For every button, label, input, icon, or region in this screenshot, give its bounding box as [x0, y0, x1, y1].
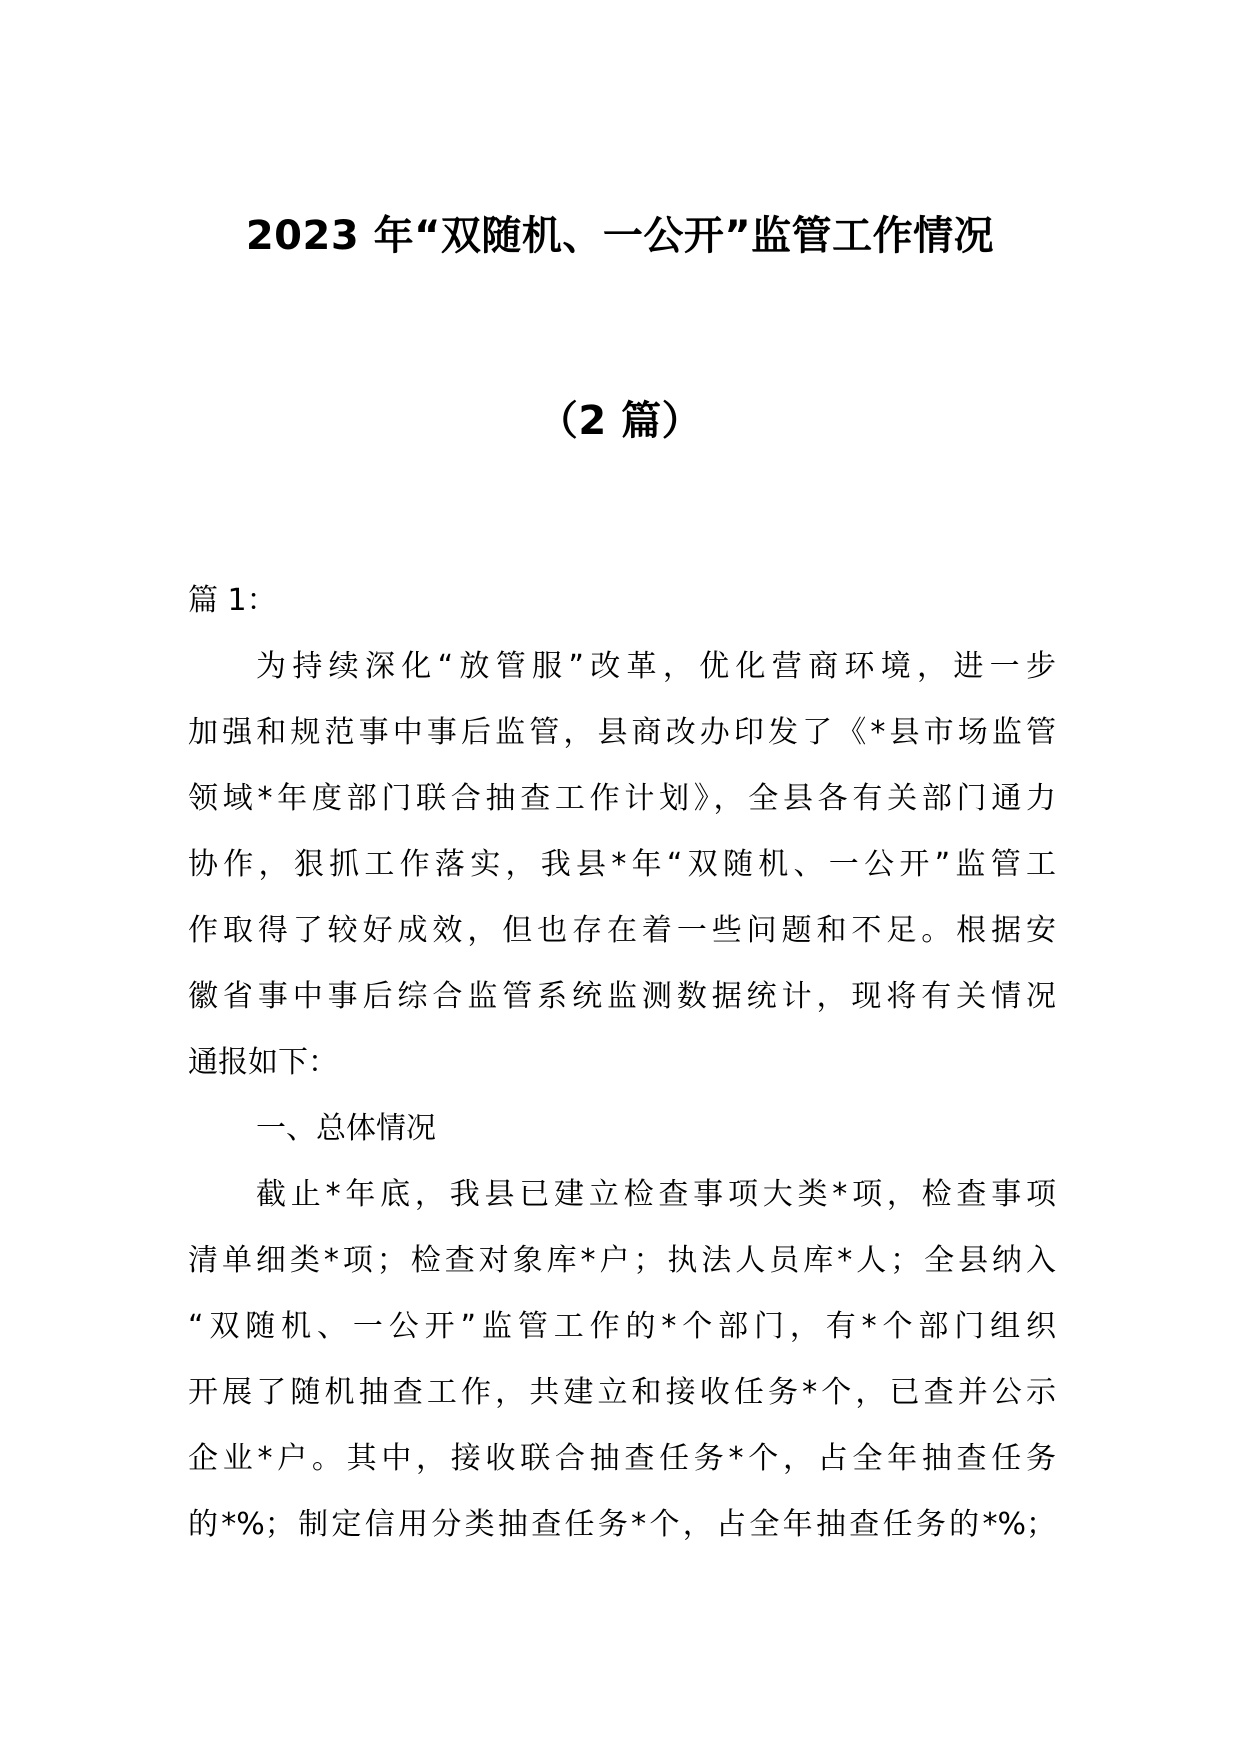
paragraph-line: 开展了随机抽查工作，共建立和接收任务*个，已查并公示 [188, 1375, 1056, 1410]
paragraph-line: 企业*户。其中，接收联合抽查任务*个，占全年抽查任务 [188, 1441, 1056, 1476]
paragraph-line: 的*%；制定信用分类抽查任务*个，占全年抽查任务的*%； [188, 1507, 1056, 1542]
paragraph-line: 协作，狠抓工作落实，我县*年“双随机、一公开”监管工 [188, 847, 1056, 882]
paragraph-line: “双随机、一公开”监管工作的*个部门，有*个部门组织 [188, 1309, 1056, 1344]
paragraph-line: 清单细类*项；检查对象库*户；执法人员库*人；全县纳入 [188, 1243, 1056, 1278]
paragraph-line: 加强和规范事中事后监管，县商改办印发了《*县市场监管 [188, 715, 1056, 750]
paragraph-line: 通报如下： [188, 1045, 338, 1080]
document-title: 2023 年“双随机、一公开”监管工作情况 [245, 213, 995, 259]
section-label: 篇 1： [188, 583, 277, 618]
section-heading: 一、总体情况 [256, 1111, 436, 1146]
paragraph-line: 徽省事中事后综合监管系统监测数据统计，现将有关情况 [188, 979, 1056, 1014]
paragraph-line: 作取得了较好成效，但也存在着一些问题和不足。根据安 [188, 913, 1056, 948]
paragraph-line: 为持续深化“放管服”改革，优化营商环境，进一步 [256, 649, 1056, 684]
document-subtitle: （2 篇） [537, 398, 703, 444]
paragraph-line: 截止*年底，我县已建立检查事项大类*项，检查事项 [256, 1177, 1056, 1212]
paragraph-line: 领域*年度部门联合抽查工作计划》，全县各有关部门通力 [188, 781, 1056, 816]
